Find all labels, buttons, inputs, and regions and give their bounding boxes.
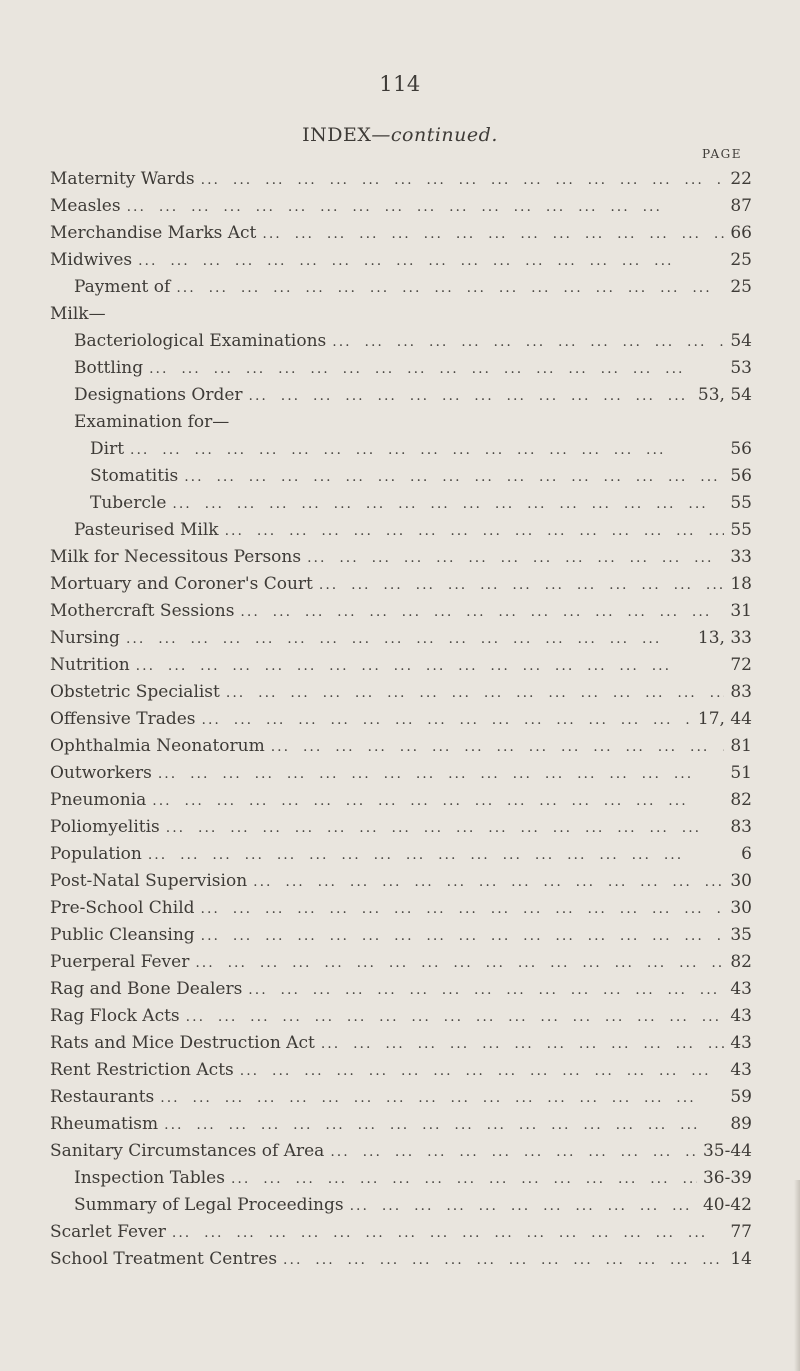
index-entry-pages: 53, 54 bbox=[697, 385, 752, 405]
index-entry-pages: 87 bbox=[730, 196, 752, 216]
index-entry bbox=[50, 247, 752, 274]
dot-leader bbox=[160, 1085, 724, 1112]
index-entry bbox=[50, 841, 752, 868]
index-entry bbox=[50, 166, 752, 193]
index-entry-label: Offensive Trades bbox=[50, 709, 196, 729]
dot-leader bbox=[166, 815, 725, 842]
dot-leader bbox=[201, 923, 725, 950]
dot-leader bbox=[283, 1247, 724, 1274]
index-entry-pages: 77 bbox=[730, 1222, 752, 1242]
index-entry-label: Payment of bbox=[74, 277, 171, 297]
dot-leader bbox=[262, 221, 724, 248]
index-entry-pages: 30 bbox=[730, 898, 752, 918]
dot-leader bbox=[136, 653, 725, 680]
index-entry-pages: 72 bbox=[730, 655, 752, 675]
index-entry bbox=[50, 1246, 752, 1273]
dot-leader bbox=[158, 761, 725, 788]
index-entry-pages: 82 bbox=[730, 952, 752, 972]
index-entry bbox=[50, 976, 752, 1003]
index-entry-pages: 25 bbox=[730, 250, 752, 270]
dot-leader bbox=[138, 248, 724, 275]
index-entry-label: Pneumonia bbox=[50, 790, 147, 810]
index-entry-label: Summary of Legal Proceedings bbox=[74, 1195, 344, 1215]
index-entry-pages: 17, 44 bbox=[697, 709, 752, 729]
index-entry bbox=[50, 220, 752, 247]
dot-leader bbox=[249, 383, 692, 410]
page-heading bbox=[0, 124, 800, 146]
index-entry-pages: 14 bbox=[730, 1249, 752, 1269]
index-entry-label: Midwives bbox=[50, 250, 133, 270]
index-entry bbox=[50, 1084, 752, 1111]
heading-continued: —continued. bbox=[371, 124, 498, 146]
index-entry-label: Rag and Bone Dealers bbox=[50, 979, 243, 999]
index-list bbox=[50, 166, 752, 1273]
dot-leader bbox=[172, 491, 724, 518]
dot-leader bbox=[225, 518, 725, 545]
index-entry-label: School Treatment Centres bbox=[50, 1249, 278, 1269]
index-entry-label: Rats and Mice Destruction Act bbox=[50, 1033, 315, 1053]
index-entry-pages: 40-42 bbox=[702, 1195, 752, 1215]
index-entry-pages: 56 bbox=[730, 466, 752, 486]
index-entry-pages: 51 bbox=[730, 763, 752, 783]
index-entry-label: Inspection Tables bbox=[74, 1168, 225, 1188]
index-entry-label: Outworkers bbox=[50, 763, 152, 783]
index-entry bbox=[50, 1138, 752, 1165]
index-entry-label: Milk for Necessitous Persons bbox=[50, 547, 302, 567]
index-entry bbox=[50, 733, 752, 760]
index-entry bbox=[50, 625, 752, 652]
page-number: 114 bbox=[379, 72, 421, 96]
dot-leader bbox=[201, 896, 725, 923]
index-entry bbox=[50, 1057, 752, 1084]
index-entry bbox=[50, 301, 752, 328]
index-entry-label: Population bbox=[50, 844, 142, 864]
index-entry-label: Tubercle bbox=[90, 493, 167, 513]
index-entry-label: Merchandise Marks Act bbox=[50, 223, 257, 243]
dot-leader bbox=[126, 626, 692, 653]
index-entry bbox=[50, 544, 752, 571]
index-entry-pages: 13, 33 bbox=[697, 628, 752, 648]
index-entry bbox=[50, 463, 752, 490]
index-entry bbox=[50, 652, 752, 679]
index-entry-label: Ophthalmia Neonatorum bbox=[50, 736, 265, 756]
index-entry-label: Stomatitis bbox=[90, 466, 179, 486]
index-entry bbox=[50, 760, 752, 787]
index-entry-label: Poliomyelitis bbox=[50, 817, 160, 837]
page-edge bbox=[794, 1180, 800, 1371]
dot-leader bbox=[176, 275, 724, 302]
index-entry-pages: 43 bbox=[730, 1033, 752, 1053]
dot-leader bbox=[248, 977, 724, 1004]
index-entry-label: Examination for— bbox=[74, 412, 230, 432]
index-entry bbox=[50, 922, 752, 949]
index-entry-pages: 55 bbox=[730, 493, 752, 513]
index-entry-pages: 31 bbox=[730, 601, 752, 621]
dot-leader bbox=[240, 1058, 725, 1085]
index-entry-label: Designations Order bbox=[74, 385, 243, 405]
index-entry bbox=[50, 598, 752, 625]
index-entry bbox=[50, 679, 752, 706]
index-entry-pages: 33 bbox=[730, 547, 752, 567]
dot-leader bbox=[226, 680, 724, 707]
dot-leader bbox=[184, 464, 724, 491]
index-entry-pages: 35 bbox=[730, 925, 752, 945]
index-entry-label: Pasteurised Milk bbox=[74, 520, 219, 540]
index-entry-pages: 43 bbox=[730, 1006, 752, 1026]
dot-leader bbox=[330, 1139, 697, 1166]
index-entry-pages: 35-44 bbox=[702, 1141, 752, 1161]
dot-leader bbox=[149, 356, 724, 383]
index-entry-pages: 56 bbox=[730, 439, 752, 459]
index-entry-pages: 89 bbox=[730, 1114, 752, 1134]
index-entry bbox=[50, 1030, 752, 1057]
index-entry bbox=[50, 274, 752, 301]
index-entry-label: Mortuary and Coroner's Court bbox=[50, 574, 313, 594]
dot-leader bbox=[201, 167, 725, 194]
dot-leader bbox=[127, 194, 725, 221]
dot-leader bbox=[319, 572, 724, 599]
index-entry bbox=[50, 409, 752, 436]
dot-leader bbox=[195, 950, 724, 977]
dot-leader bbox=[130, 437, 724, 464]
dot-leader bbox=[164, 1112, 724, 1139]
index-entry bbox=[50, 895, 752, 922]
index-entry-pages: 53 bbox=[730, 358, 752, 378]
index-entry-label: Nutrition bbox=[50, 655, 130, 675]
index-entry-pages: 54 bbox=[730, 331, 752, 351]
index-entry-label: Maternity Wards bbox=[50, 169, 195, 189]
dot-leader bbox=[148, 842, 735, 869]
index-entry-label: Scarlet Fever bbox=[50, 1222, 166, 1242]
page-column-label: PAGE bbox=[702, 147, 742, 161]
index-entry bbox=[50, 1003, 752, 1030]
index-entry-pages: 66 bbox=[730, 223, 752, 243]
dot-leader bbox=[307, 545, 724, 572]
index-entry-label: Rag Flock Acts bbox=[50, 1006, 180, 1026]
index-entry-pages: 36-39 bbox=[702, 1168, 752, 1188]
index-entry-label: Nursing bbox=[50, 628, 120, 648]
dot-leader bbox=[172, 1220, 724, 1247]
index-entry bbox=[50, 517, 752, 544]
index-entry-label: Pre-School Child bbox=[50, 898, 195, 918]
dot-leader bbox=[231, 1166, 697, 1193]
index-entry bbox=[50, 814, 752, 841]
dot-leader bbox=[332, 329, 724, 356]
index-entry bbox=[50, 382, 752, 409]
index-entry-pages: 25 bbox=[730, 277, 752, 297]
index-entry bbox=[50, 1192, 752, 1219]
dot-leader bbox=[152, 788, 724, 815]
index-entry-label: Bacteriological Examinations bbox=[74, 331, 327, 351]
index-entry bbox=[50, 355, 752, 382]
index-entry-label: Obstetric Specialist bbox=[50, 682, 220, 702]
dot-leader bbox=[186, 1004, 725, 1031]
index-entry-pages: 55 bbox=[730, 520, 752, 540]
dot-leader bbox=[350, 1193, 697, 1220]
index-entry bbox=[50, 787, 752, 814]
index-entry bbox=[50, 706, 752, 733]
dot-leader bbox=[271, 734, 725, 761]
index-entry-pages: 82 bbox=[730, 790, 752, 810]
heading-main: INDEX bbox=[302, 124, 372, 146]
index-entry-label: Restaurants bbox=[50, 1087, 155, 1107]
index-entry-label: Puerperal Fever bbox=[50, 952, 190, 972]
index-entry bbox=[50, 571, 752, 598]
index-entry-label: Milk— bbox=[50, 304, 106, 324]
index-entry-pages: 6 bbox=[741, 844, 752, 864]
index-entry bbox=[50, 1165, 752, 1192]
index-entry-pages: 30 bbox=[730, 871, 752, 891]
index-entry bbox=[50, 1219, 752, 1246]
index-entry-label: Bottling bbox=[74, 358, 144, 378]
index-entry-pages: 18 bbox=[730, 574, 752, 594]
index-entry-label: Dirt bbox=[90, 439, 125, 459]
index-entry-pages: 59 bbox=[730, 1087, 752, 1107]
index-entry bbox=[50, 328, 752, 355]
dot-leader bbox=[253, 869, 724, 896]
index-entry bbox=[50, 436, 752, 463]
index-entry-pages: 83 bbox=[730, 817, 752, 837]
index-entry-pages: 22 bbox=[730, 169, 752, 189]
index-entry-label: Rheumatism bbox=[50, 1114, 159, 1134]
index-entry bbox=[50, 949, 752, 976]
dot-leader bbox=[202, 707, 692, 734]
index-entry-label: Public Cleansing bbox=[50, 925, 195, 945]
dot-leader bbox=[321, 1031, 725, 1058]
index-entry-label: Sanitary Circumstances of Area bbox=[50, 1141, 325, 1161]
index-entry-label: Rent Restriction Acts bbox=[50, 1060, 234, 1080]
index-entry-pages: 43 bbox=[730, 1060, 752, 1080]
index-entry-label: Mothercraft Sessions bbox=[50, 601, 235, 621]
index-entry-pages: 43 bbox=[730, 979, 752, 999]
index-entry-pages: 81 bbox=[730, 736, 752, 756]
index-entry bbox=[50, 868, 752, 895]
index-entry-label: Post-Natal Supervision bbox=[50, 871, 248, 891]
dot-leader bbox=[240, 599, 724, 626]
index-entry bbox=[50, 193, 752, 220]
index-entry bbox=[50, 1111, 752, 1138]
index-entry-label: Measles bbox=[50, 196, 121, 216]
index-entry bbox=[50, 490, 752, 517]
index-entry-pages: 83 bbox=[730, 682, 752, 702]
